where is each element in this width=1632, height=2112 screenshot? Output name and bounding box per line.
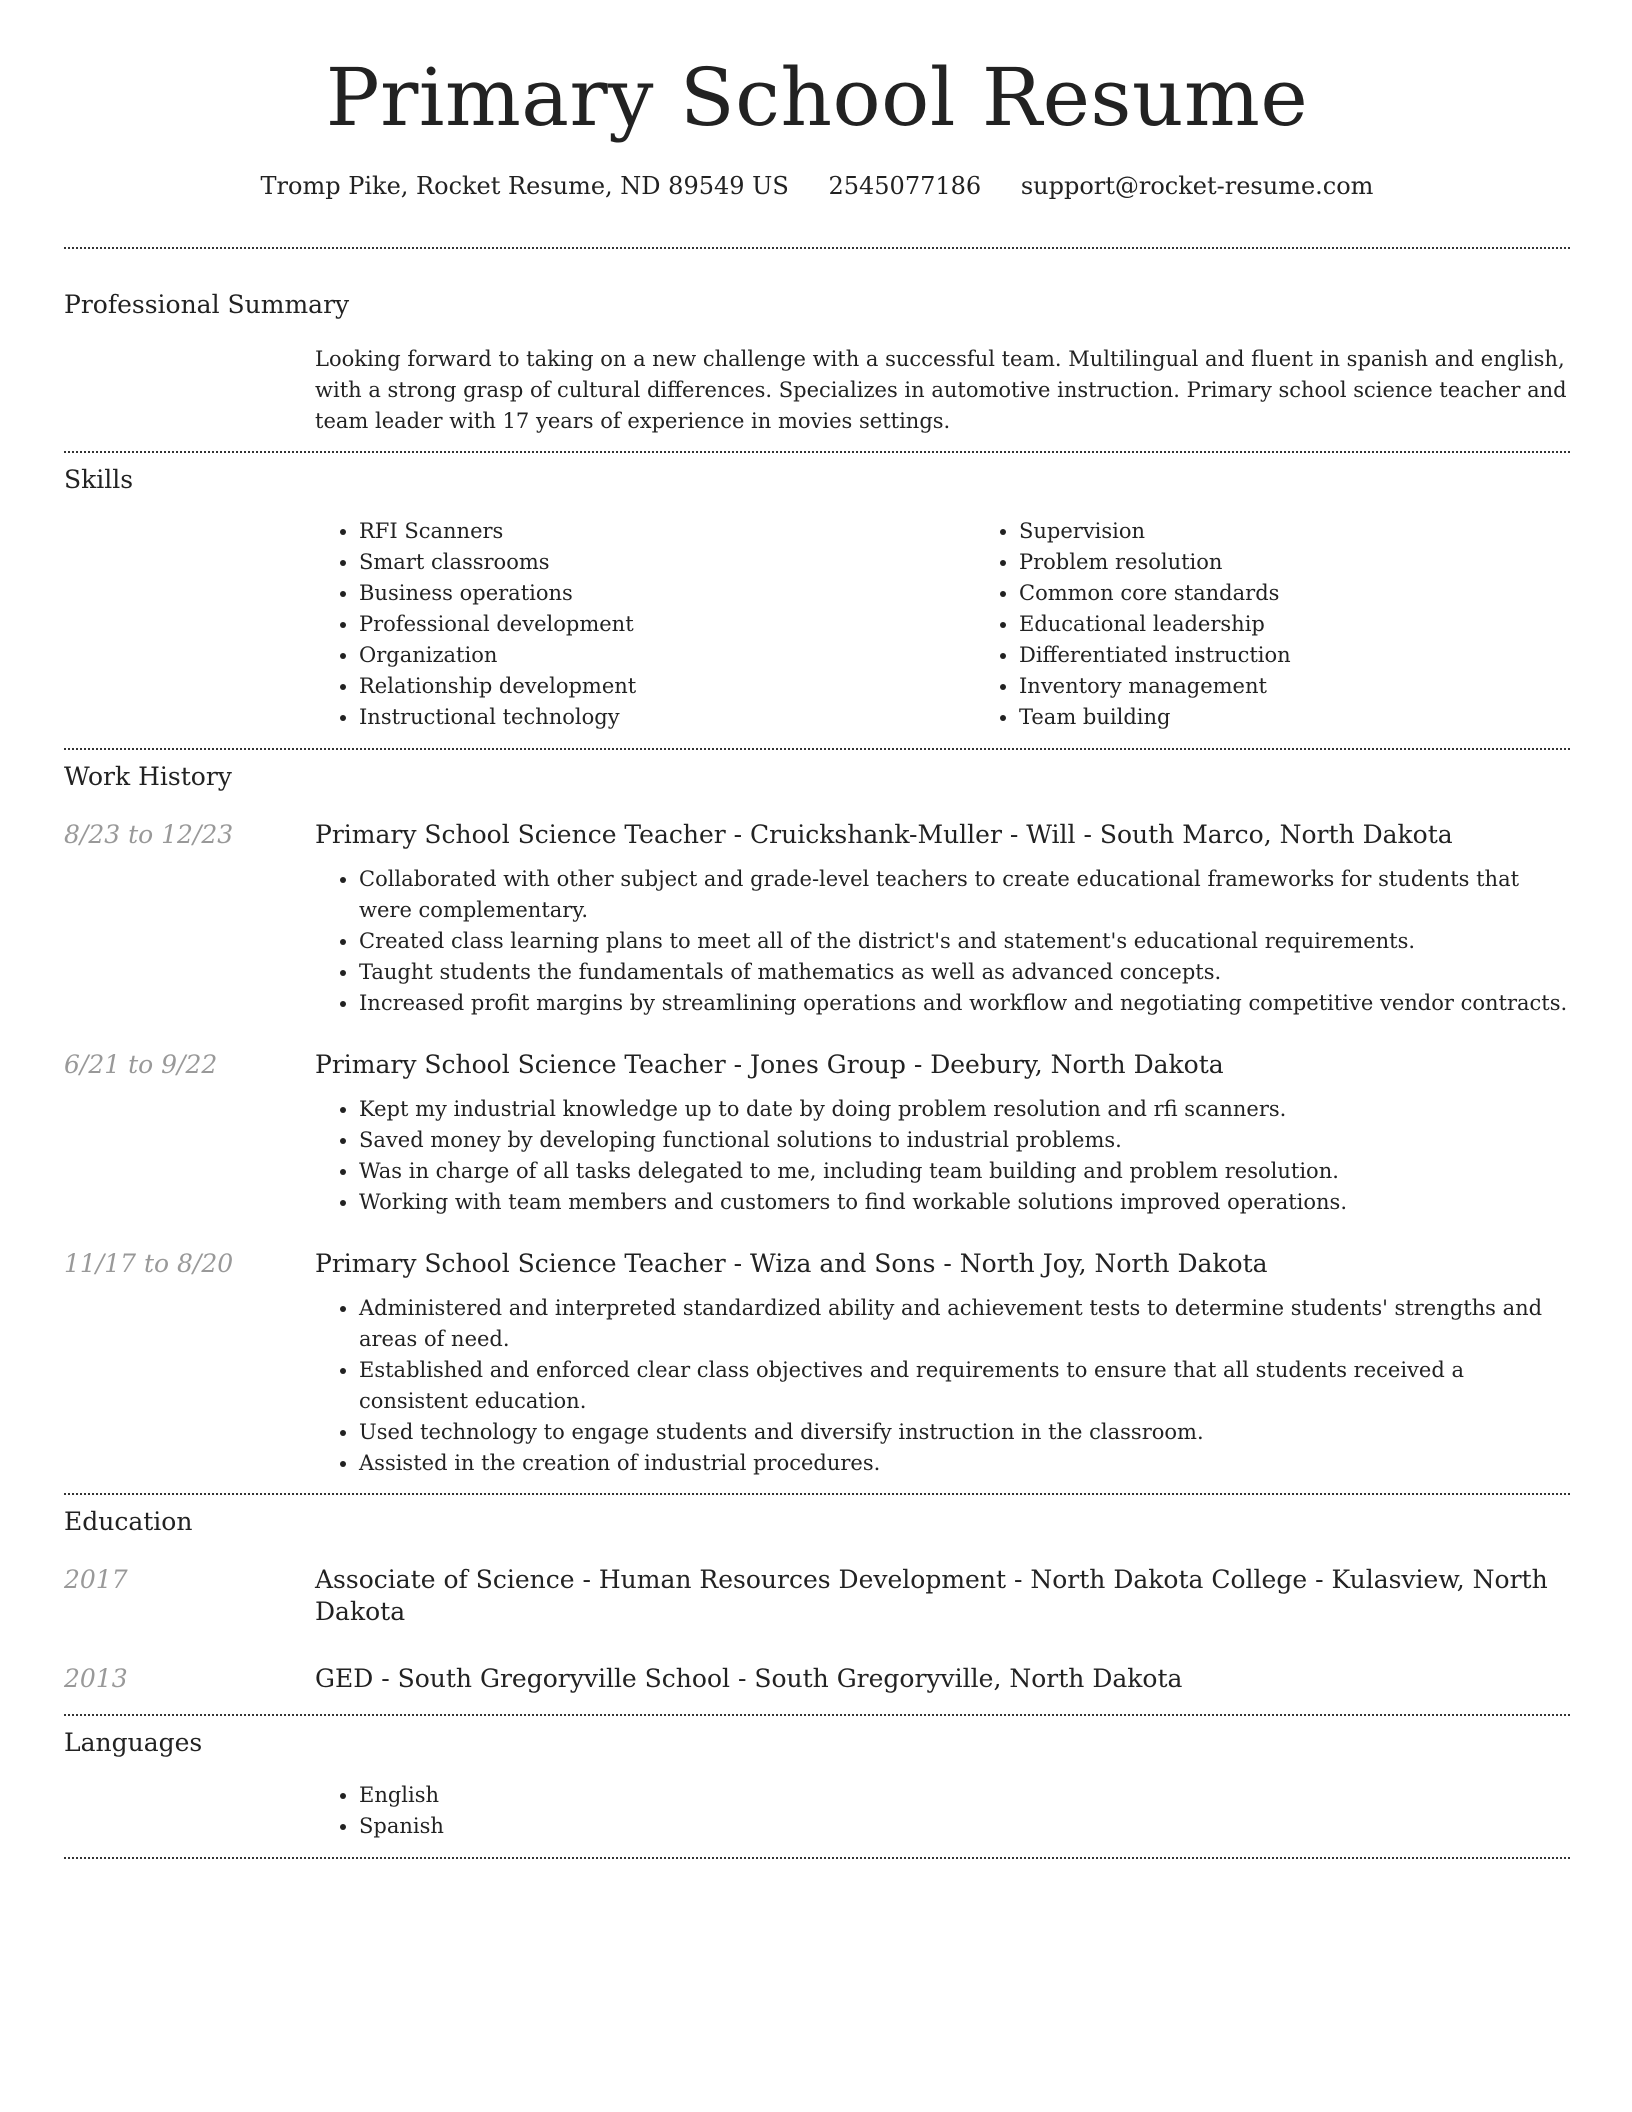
languages-row — [64, 1780, 1570, 1842]
job-heading: Primary School Science Teacher - Cruickshank-Muller - Will - South Marco, North Dakota — [315, 820, 1453, 849]
language-item: • Spanish — [359, 1811, 1570, 1842]
contact-phone: 2545077186 — [828, 172, 982, 200]
job-dates: 11/17 to 8/20 — [64, 1249, 234, 1278]
job-entry — [64, 819, 1570, 1019]
job-bullet: • Increased profit margins by streamlining operations and workflow and negotiating competitive vendor contracts. — [359, 988, 1570, 1019]
skill-item: • RFI Scanners — [359, 516, 975, 547]
job-bullet: • Administered and interpreted standardized ability and achievement tests to determine students' strengths and areas of need. — [359, 1293, 1570, 1355]
languages-list — [315, 1780, 1570, 1842]
education-entry — [64, 1663, 1570, 1695]
section-title-skills: Skills — [64, 465, 134, 494]
section-title-languages: Languages — [64, 1728, 203, 1757]
job-bullets — [315, 864, 1570, 1019]
skills-column-2 — [975, 516, 1632, 733]
skill-item: • Inventory management — [1019, 671, 1632, 702]
job-bullet: • Created class learning plans to meet all of the district's and statement's educational requirements. — [359, 926, 1570, 957]
skill-item: • Instructional technology — [359, 702, 975, 733]
job-heading: Primary School Science Teacher - Wiza and Sons - North Joy, North Dakota — [315, 1249, 1268, 1278]
skills-spacer — [64, 516, 315, 733]
contact-email: support@rocket-resume.com — [1020, 172, 1374, 200]
skill-item: • Organization — [359, 640, 975, 671]
section-title-education: Education — [64, 1507, 193, 1536]
summary-spacer — [64, 344, 315, 437]
summary-row — [64, 344, 1570, 437]
skill-item: • Differentiated instruction — [1019, 640, 1632, 671]
resume-page — [64, 0, 1570, 1859]
divider — [64, 247, 1570, 249]
education-year: 2017 — [64, 1565, 128, 1594]
skill-item: • Problem resolution — [1019, 547, 1632, 578]
job-bullets — [315, 1094, 1570, 1218]
resume-name: Primary School Resume — [325, 51, 1309, 144]
skill-item: • Common core standards — [1019, 578, 1632, 609]
job-details — [315, 1248, 1570, 1479]
contact-line — [64, 168, 1570, 204]
job-dates: 6/21 to 9/22 — [64, 1050, 218, 1079]
job-bullet: • Assisted in the creation of industrial procedures. — [359, 1448, 1570, 1479]
job-bullet: • Collaborated with other subject and grade-level teachers to create educational frameworks for students that were complementary. — [359, 864, 1570, 926]
skill-item: • Professional development — [359, 609, 975, 640]
job-bullet: • Established and enforced clear class objectives and requirements to ensure that all students received a consistent education. — [359, 1355, 1570, 1417]
divider — [64, 1714, 1570, 1716]
job-bullet: • Was in charge of all tasks delegated to me, including team building and problem resolution. — [359, 1156, 1570, 1187]
job-bullets — [315, 1293, 1570, 1479]
divider — [64, 1857, 1570, 1859]
skill-item: • Educational leadership — [1019, 609, 1632, 640]
job-entry — [64, 1248, 1570, 1479]
skill-item: • Business operations — [359, 578, 975, 609]
job-bullet: • Kept my industrial knowledge up to date by doing problem resolution and rfi scanners. — [359, 1094, 1570, 1125]
education-year: 2013 — [64, 1664, 128, 1693]
skill-item: • Supervision — [1019, 516, 1632, 547]
contact-address: Tromp Pike, Rocket Resume, ND 89549 US — [260, 172, 789, 200]
education-entry — [64, 1564, 1570, 1628]
skill-item: • Relationship development — [359, 671, 975, 702]
job-dates: 8/23 to 12/23 — [64, 820, 234, 849]
skills-column-1 — [315, 516, 975, 733]
job-bullet: • Saved money by developing functional solutions to industrial problems. — [359, 1125, 1570, 1156]
job-details — [315, 819, 1570, 1019]
job-heading: Primary School Science Teacher - Jones Group - Deebury, North Dakota — [315, 1050, 1224, 1079]
job-bullet: • Working with team members and customers to find workable solutions improved operations. — [359, 1187, 1570, 1218]
skill-item: • Team building — [1019, 702, 1632, 733]
summary-text: Looking forward to taking on a new challenge with a successful team. Multilingual and fluent in spanish and english, with a strong grasp of cultural differences. Specializes in automotive instruction. Primary school science teacher and team leader with 17 years of experience in movies settings. — [315, 347, 1567, 433]
divider — [64, 748, 1570, 750]
job-bullet: • Used technology to engage students and diversify instruction in the classroom. — [359, 1417, 1570, 1448]
language-item: • English — [359, 1780, 1570, 1811]
skills-row — [64, 516, 1570, 733]
job-bullet: • Taught students the fundamentals of mathematics as well as advanced concepts. — [359, 957, 1570, 988]
job-details — [315, 1049, 1570, 1218]
divider — [64, 1493, 1570, 1495]
education-detail: GED - South Gregoryville School - South Gregoryville, North Dakota — [315, 1664, 1183, 1693]
skill-item: • Smart classrooms — [359, 547, 975, 578]
section-title-work: Work History — [64, 762, 232, 791]
skills-grid — [315, 516, 1632, 733]
job-entry — [64, 1049, 1570, 1218]
education-detail: Associate of Science - Human Resources Development - North Dakota College - Kulasview, North Dakota — [315, 1565, 1548, 1626]
divider — [64, 451, 1570, 453]
languages-list-wrap — [315, 1780, 1570, 1842]
languages-spacer — [64, 1780, 315, 1842]
section-title-summary: Professional Summary — [64, 290, 350, 319]
